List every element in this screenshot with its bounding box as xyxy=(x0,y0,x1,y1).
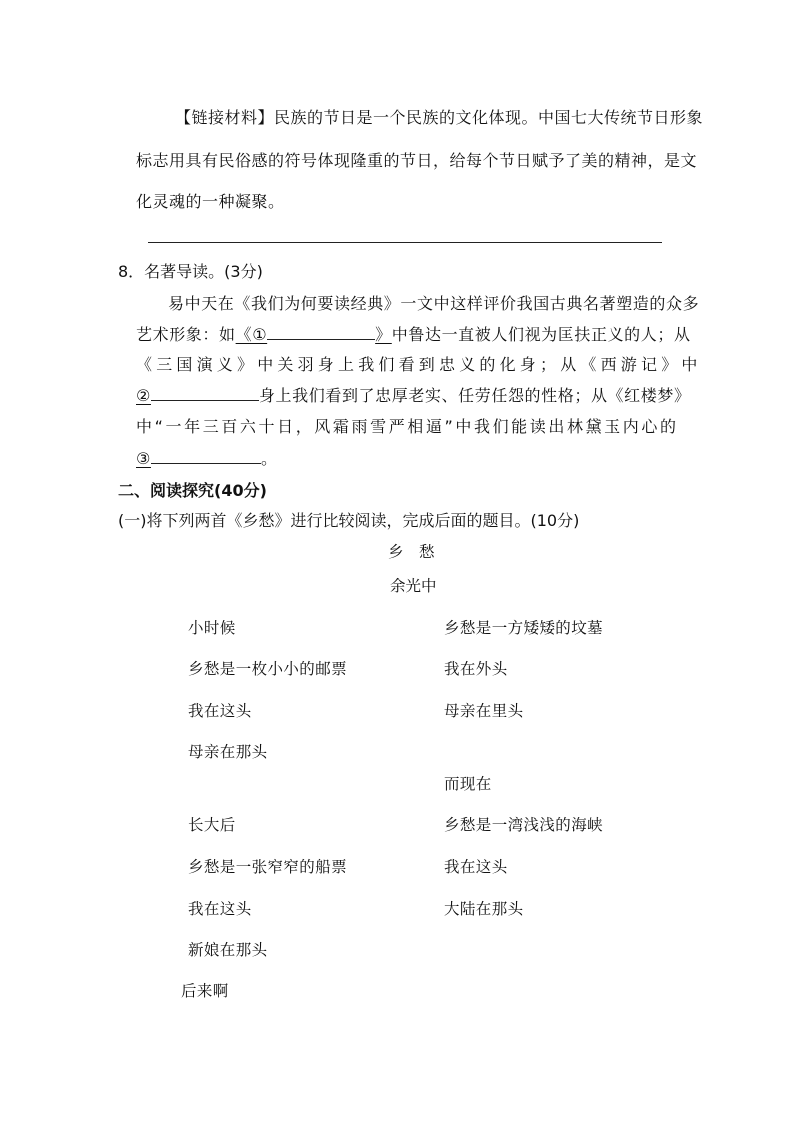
blank-2[interactable] xyxy=(151,383,259,401)
poem-author: 余光中 xyxy=(390,577,437,595)
q8-line-6 xyxy=(136,446,278,469)
q8-line-3: 《三国演义》中关羽身上我们看到忠义的化身；从《西游记》中 xyxy=(136,355,702,374)
poem-left-line-5: 长大后 xyxy=(188,816,236,834)
poem-left-line-6: 乡愁是一张窄窄的船票 xyxy=(188,858,348,876)
q8-line-5: 中“一年三百六十日，风霜雨雪严相逼”中我们能读出林黛玉内心的 xyxy=(136,417,679,436)
poem-left-line-3: 我在这头 xyxy=(188,702,252,720)
poem-left-line-1: 小时候 xyxy=(188,619,236,637)
q8-l2-prefix: 艺术形象：如 xyxy=(136,325,236,344)
poem-right-line-4: 而现在 xyxy=(444,775,492,793)
link-material-line-2: 标志用具有民俗感的符号体现隆重的节日，给每个节日赋予了美的精神，是文 xyxy=(136,151,698,170)
link-material-line-1 xyxy=(175,105,703,128)
poem-right-line-2: 我在外头 xyxy=(444,660,508,678)
section2-heading: 二、阅读探究(40分) xyxy=(118,481,267,500)
poem-title: 乡 愁 xyxy=(388,543,435,561)
answer-line[interactable] xyxy=(148,242,662,243)
q8-l2-open: 《① xyxy=(235,325,268,344)
q8-line-2 xyxy=(136,322,691,345)
blank-3[interactable] xyxy=(151,446,261,464)
poem-right-line-1: 乡愁是一方矮矮的坟墓 xyxy=(444,619,604,637)
link-material-line-3: 化灵魂的一种凝聚。 xyxy=(136,192,285,211)
q8-l6-end: 。 xyxy=(260,449,278,468)
poem-right-line-5: 乡愁是一湾浅浅的海峡 xyxy=(444,816,604,834)
q8-l2-rest: 中鲁达一直被人们视为匡扶正义的人；从 xyxy=(391,325,691,344)
q8-l4-rest: 身上我们看到了忠厚老实、任劳任怨的性格；从《红楼梦》 xyxy=(258,386,691,405)
poem-right-line-6: 我在这头 xyxy=(444,858,508,876)
poem-left-line-2: 乡愁是一枚小小的邮票 xyxy=(188,660,348,678)
poem-left-line-8: 新娘在那头 xyxy=(188,941,268,959)
q8-line-1: 易中天在《我们为何要读经典》一文中这样评价我国古典名著塑造的众多 xyxy=(168,294,700,313)
q8-marker-3: ③ xyxy=(136,449,151,468)
poem-left-line-9: 后来啊 xyxy=(181,982,229,1000)
link-material-tag: 【链接材料】 xyxy=(175,108,275,127)
poem-right-line-3: 母亲在里头 xyxy=(444,702,524,720)
q8-marker-2: ② xyxy=(136,386,151,405)
poem-left-line-7: 我在这头 xyxy=(188,900,252,918)
section2-subheading: (一)将下列两首《乡愁》进行比较阅读，完成后面的题目。(10分) xyxy=(118,511,580,530)
q8-line-4 xyxy=(136,383,691,406)
link-material-text-1: 民族的节日是一个民族的文化体现。中国七大传统节日形象 xyxy=(274,108,704,127)
q8-l2-close: 》 xyxy=(375,325,392,344)
blank-1[interactable] xyxy=(267,322,375,340)
poem-left-line-4: 母亲在那头 xyxy=(188,743,268,761)
q8-heading: 8．名著导读。(3分) xyxy=(118,262,263,281)
poem-right-line-7: 大陆在那头 xyxy=(444,900,524,918)
